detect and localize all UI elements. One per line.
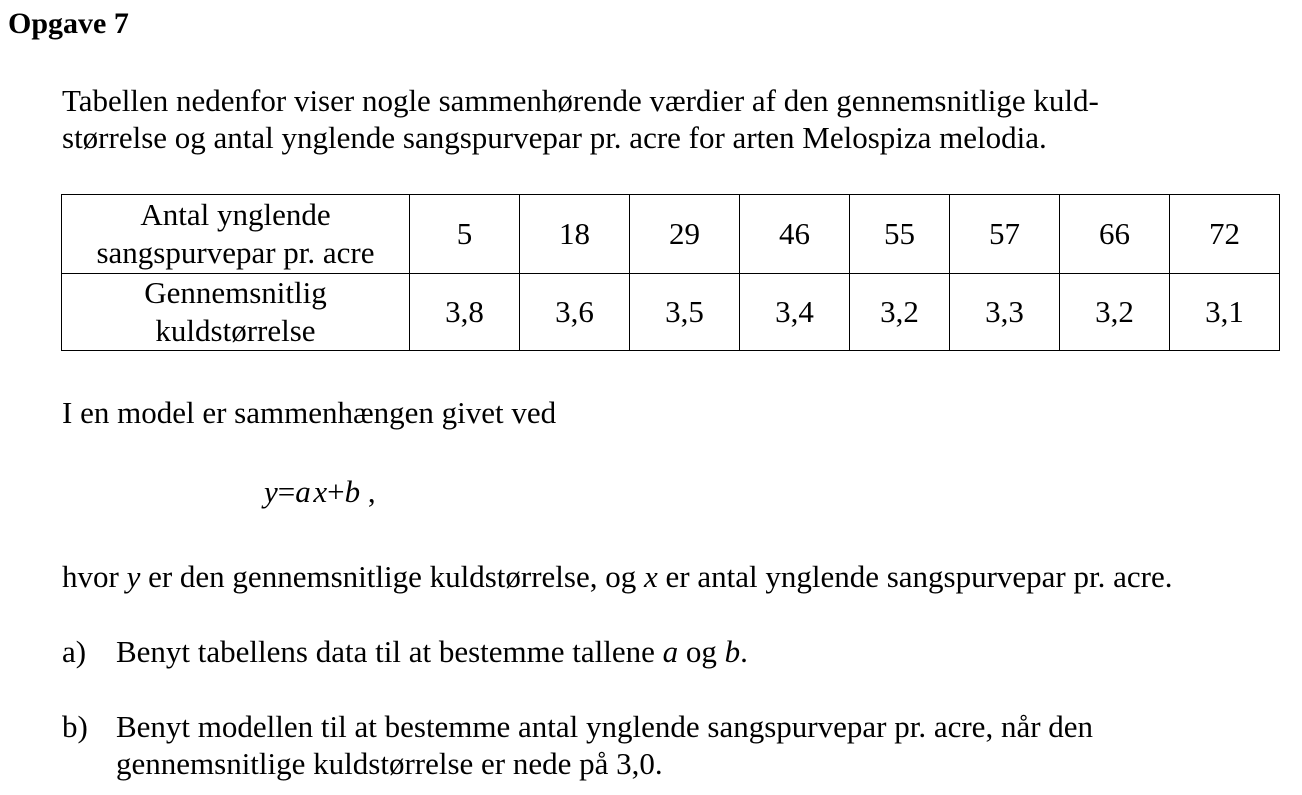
eq-comma: ,: [367, 474, 376, 509]
question-a-label: a): [62, 634, 87, 669]
table-cell: 3,2: [850, 274, 950, 351]
question-b-line-1: Benyt modellen til at bestemme antal ynglende sangspurvepar pr. acre, når den: [116, 709, 1094, 744]
where-text-1: hvor: [62, 559, 127, 594]
eq-var-a: a: [295, 474, 311, 509]
question-b-label: b): [62, 709, 88, 744]
table-cell: 3,1: [1170, 274, 1280, 351]
eq-var-b: b: [344, 474, 361, 509]
table-cell: 66: [1060, 195, 1170, 274]
table-cell: 29: [630, 195, 740, 274]
eq-plus: +: [327, 474, 345, 509]
intro-paragraph: [62, 82, 1262, 156]
table-cell: 72: [1170, 195, 1280, 274]
table-cell: 3,6: [520, 274, 630, 351]
intro-line-1: Tabellen nedenfor viser nogle sammenhørende værdier af den gennemsnitlige kuld-: [62, 83, 1099, 118]
where-text-2: er den gennemsnitlige kuldstørrelse, og: [140, 559, 644, 594]
where-var-x: x: [643, 559, 658, 594]
table-cell: 18: [520, 195, 630, 274]
row-header-clutch-line-2: kuldstørrelse: [155, 313, 316, 348]
table-row-clutch: [62, 274, 1280, 351]
intro-line-2: størrelse og antal ynglende sangspurvepar pr. acre for arten Melospiza melodia.: [62, 120, 1047, 155]
question-a-text: [116, 633, 748, 670]
eq-var-x: x: [313, 474, 328, 509]
row-header-clutch: [62, 274, 410, 351]
question-a-text-3: .: [740, 634, 748, 669]
row-header-pairs: [62, 195, 410, 274]
where-text-3: er antal ynglende sangspurvepar pr. acre.: [657, 559, 1173, 594]
table-cell: 46: [740, 195, 850, 274]
question-a-var-a: a: [662, 634, 679, 669]
data-table: [61, 194, 1280, 351]
table-row-pairs: [62, 195, 1280, 274]
question-a-text-1: Benyt tabellens data til at bestemme tallene: [116, 634, 663, 669]
table-cell: 55: [850, 195, 950, 274]
row-header-clutch-line-1: Gennemsnitlig: [144, 275, 327, 310]
table-cell: 3,3: [950, 274, 1060, 351]
table-cell: 57: [950, 195, 1060, 274]
exercise-heading: Opgave 7: [8, 7, 129, 40]
table-cell: 5: [410, 195, 520, 274]
row-header-pairs-line-1: Antal ynglende: [140, 197, 331, 232]
question-b-text: [116, 708, 1093, 782]
table-cell: 3,4: [740, 274, 850, 351]
table-cell: 3,5: [630, 274, 740, 351]
eq-var-y: y: [264, 474, 278, 509]
question-a-text-2: og: [678, 634, 725, 669]
model-equation: [264, 472, 376, 512]
variable-definition: [62, 558, 1172, 595]
table-cell: 3,2: [1060, 274, 1170, 351]
eq-equals: =: [277, 474, 296, 509]
question-b-line-2: gennemsnitlige kuldstørrelse er nede på 3,0.: [116, 746, 663, 781]
table-cell: 3,8: [410, 274, 520, 351]
row-header-pairs-line-2: sangspurvepar pr. acre: [96, 235, 375, 270]
where-var-y: y: [126, 559, 141, 594]
question-a-var-b: b: [724, 634, 741, 669]
model-sentence: I en model er sammenhængen givet ved: [62, 395, 557, 430]
